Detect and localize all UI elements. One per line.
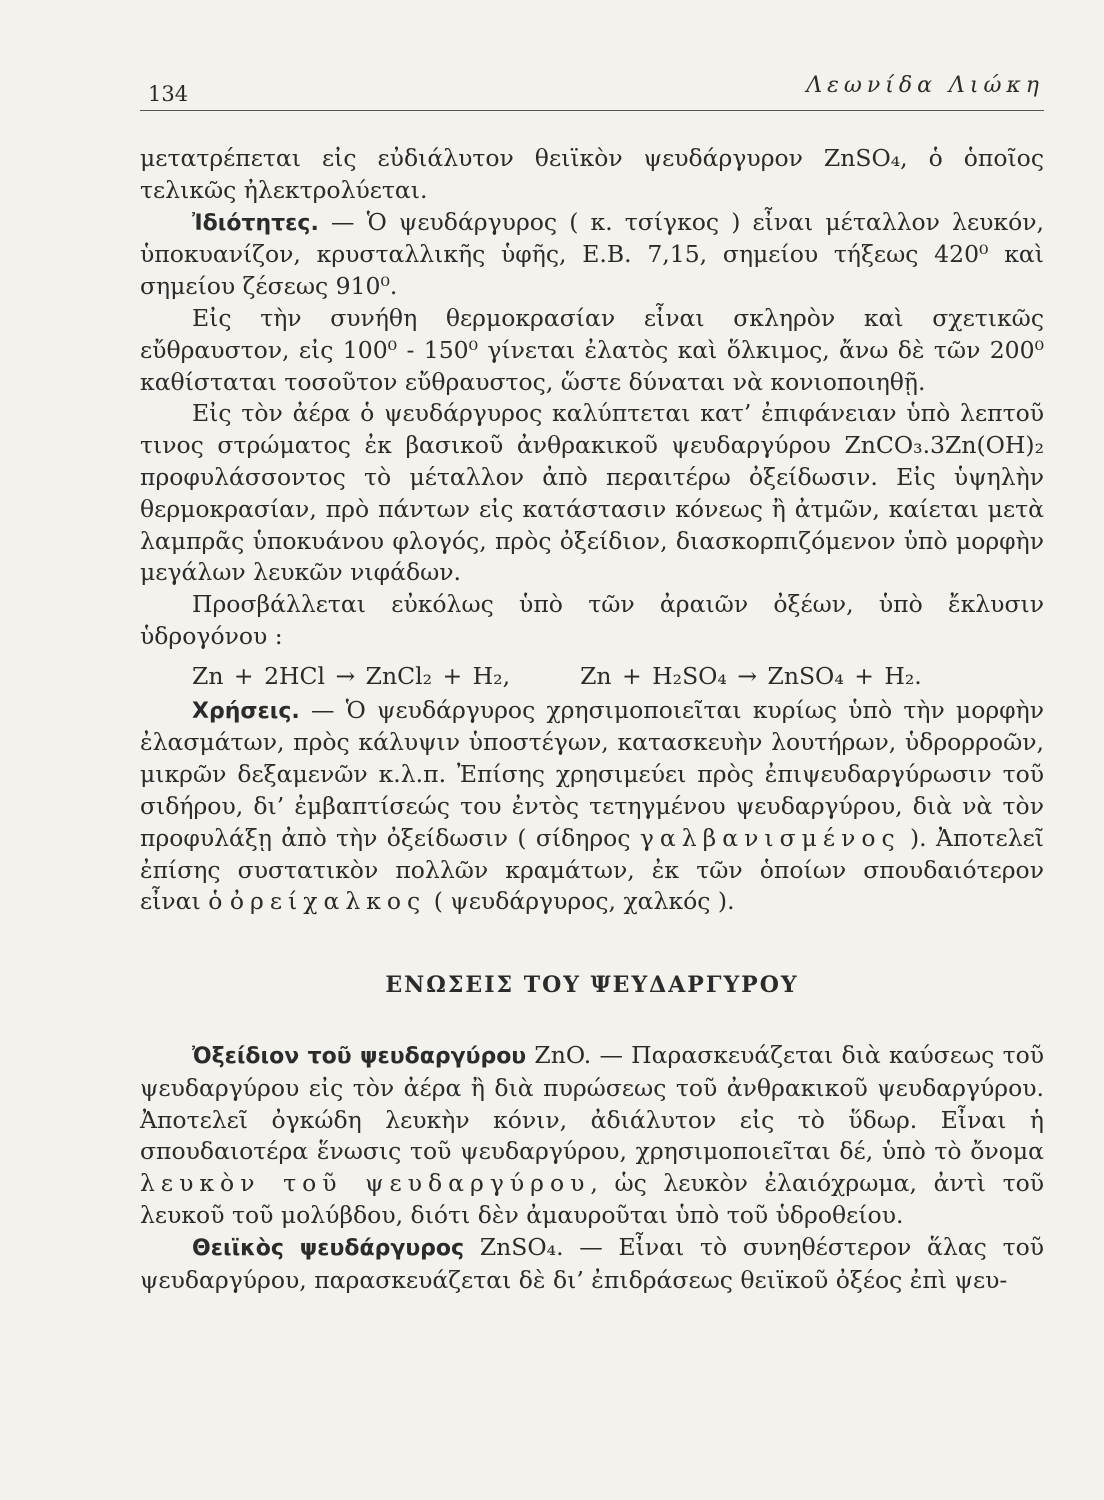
chemical-equations	[192, 661, 1044, 693]
term-uses: Χρήσεις.	[192, 698, 300, 724]
paragraph-zinc-oxide	[140, 1040, 1044, 1232]
uses-text-c: ( ψευδάργυρος, χαλκός ).	[426, 887, 735, 916]
term-zinc-sulfate: Θειϊκὸς ψευδάργυρος	[192, 1235, 465, 1261]
section-heading: ΕΝΩΣΕΙΣ ΤΟΥ ΨΕΥΔΑΡΓΥΡΟΥ	[385, 972, 799, 999]
running-title: Λεωνίδα Λιώκη	[806, 73, 1044, 98]
paragraph-zinc-sulfate	[140, 1232, 1044, 1297]
paragraph-brittleness: Εἰς τὴν συνήθη θερμοκρασίαν εἶναι σκληρὸν καὶ σχετικῶς εὔθραυστον, εἰς 100⁰ - 150⁰ γίνεται ἐλατὸς καὶ ὅλκιμος, ἄνω δὲ τῶν 200⁰ καθίσταται τοσοῦτον εὔθραυστος, ὥστε δύναται νὰ κονιοποιηθῇ.	[140, 303, 1044, 396]
term-zinc-oxide: Ὀξείδιον τοῦ ψευδαργύρου	[192, 1043, 527, 1069]
term-properties: Ἰδιότητες.	[192, 210, 319, 236]
body-text	[140, 111, 1044, 1296]
equation-1: Zn + 2HCl → ZnCl₂ + H₂,	[192, 661, 511, 690]
page-header	[140, 62, 1044, 111]
paragraph-uses	[140, 695, 1044, 919]
zinc-oxide-text-a: ZnO. — Παρασκευάζεται διὰ καύσεως τοῦ ψευδαργύρου εἰς τὸν ἀέρα ἢ διὰ πυρώσεως τοῦ ἀνθρακικοῦ ψευδαργύρου. Ἀποτελεῖ ὀγκώδη λευκὴν κόνιν, ἀδιάλυτον εἰς τὸ ὕδωρ. Εἶναι ἡ σπουδαιοτέρα ἕνωσις τοῦ ψευδαργύρου, χρησιμοποιεῖται δέ, ὑπὸ τὸ ὄνομα	[140, 1040, 1045, 1166]
spaced-brass: ὀρείχαλκος	[229, 887, 427, 916]
zinc-oxide-text-b: , ὡς λευκὸν ἐλαιόχρωμα, ἀντὶ τοῦ λευκοῦ τοῦ μολύβδου, διότι δὲν ἀμαυροῦται ὑπὸ τοῦ ὑδροθείου.	[140, 1169, 1045, 1229]
uses-text-b: ). Ἀποτελεῖ ἐπίσης συστατικὸν πολλῶν κραμάτων, ἐκ τῶν ὁποίων σπουδαιότερον εἶναι ὁ	[140, 823, 1044, 916]
paragraph-properties	[140, 207, 1044, 303]
page-number: 134	[148, 82, 189, 106]
spaced-galvanized: γαλβανισμένος	[639, 823, 901, 852]
uses-text-a: — Ὁ ψευδάργυρος χρησιμοποιεῖται κυρίως ὑπὸ τὴν μορφὴν ἐλασμάτων, πρὸς κάλυψιν ὑποστέγων, κατασκευὴν λουτήρων, ὑδρορροῶν, μικρῶν δεξαμενῶν κ.λ.π. Ἐπίσης χρησιμεύει πρὸς ἐπιψευδαργύρωσιν τοῦ σιδήρου, δι’ ἐμβαπτίσεώς του ἐντὸς τετηγμένου ψευδαργύρου, διὰ νὰ τὸν προφυλάξῃ ἀπὸ τὴν ὀξείδωσιν ( σίδηρος	[140, 695, 1044, 852]
paragraph-air-oxidation: Εἰς τὸν ἀέρα ὁ ψευδάργυρος καλύπτεται κατ’ ἐπιφάνειαν ὑπὸ λεπτοῦ τινος στρώματος ἐκ βασικοῦ ἀνθρακικοῦ ψευδαργύρου ZnCO₃.3Zn(OH)₂ προφυλάσσοντος τὸ μέταλλον ἀπὸ περαιτέρω ὀξείδωσιν. Εἰς ὑψηλὴν θερμοκρασίαν, πρὸ πάντων εἰς κατάστασιν κόνεως ἢ ἀτμῶν, καίεται μετὰ λαμπρᾶς ὑποκυάνου φλογός, πρὸς ὀξείδιον, διασκορπιζόμενον ὑπὸ μορφὴν μεγάλων λευκῶν νιφάδων.	[140, 399, 1044, 587]
paragraph-1: μετατρέπεται εἰς εὐδιάλυτον θειϊκὸν ψευδάργυρον ZnSO₄, ὁ ὁποῖος τελικῶς ἠλεκτρολύεται.	[140, 144, 1044, 204]
zinc-sulfate-text: ZnSO₄. — Εἶναι τὸ συνηθέστερον ἅλας τοῦ ψευδαργύρου, παρασκευάζεται δὲ δι’ ἐπιδράσεως θειϊκοῦ ὀξέος ἐπὶ ψευ-	[140, 1232, 1045, 1294]
equation-2: Zn + H₂SO₄ → ZnSO₄ + H₂.	[580, 661, 922, 690]
properties-text: — Ὁ ψευδάργυρος ( κ. τσίγκος ) εἶναι μέταλλον λευκόν, ὑποκυανίζον, κρυσταλλικῆς ὑφῆς, Ε.Β. 7,15, σημείου τήξεως 420⁰ καὶ σημείου ζέσεως 910⁰.	[140, 207, 1044, 301]
paragraph-acids: Προσβάλλεται εὐκόλως ὑπὸ τῶν ἀραιῶν ὀξέων, ὑπὸ ἔκλυσιν ὑδρογόνου :	[140, 590, 1044, 650]
spaced-zinc-white: λευκὸν τοῦ ψευδαργύρου	[140, 1169, 591, 1198]
